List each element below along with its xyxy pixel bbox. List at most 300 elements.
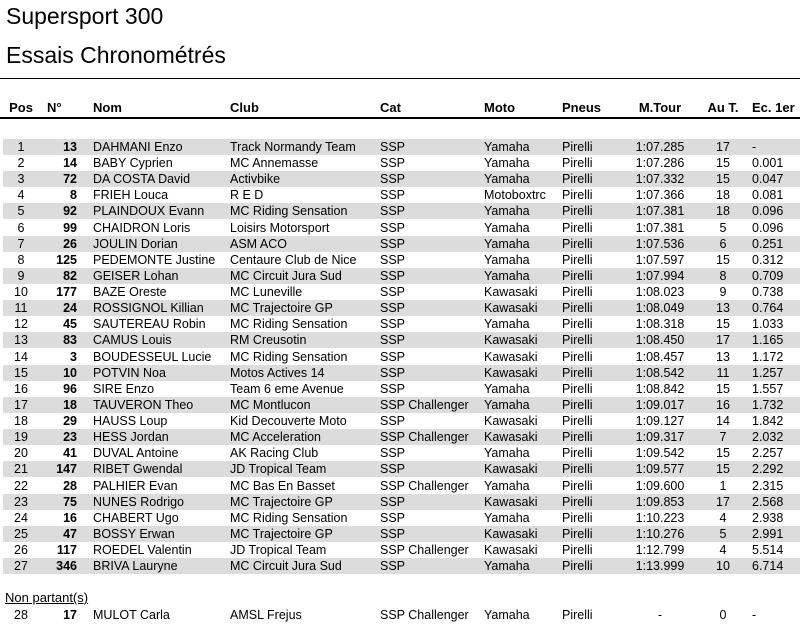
cell-pneus: Pirelli (562, 478, 593, 493)
cell-pos: 3 (17, 172, 25, 187)
cell-num: 83 (63, 333, 77, 348)
cell-laps: 15 (716, 381, 730, 396)
cell-pneus: Pirelli (562, 559, 593, 574)
cell-pos: 1 (17, 140, 25, 154)
cell-tour: - (657, 608, 663, 622)
cell-num: 75 (63, 494, 77, 509)
cell-gap: - (752, 608, 757, 622)
cell-tour: 1:08.049 (635, 301, 685, 316)
cell-laps: 16 (716, 397, 730, 412)
cell-cat: SSP (380, 220, 406, 235)
cell-club: JD Tropical Team (230, 543, 327, 557)
cell-nom: DA COSTA David (93, 172, 191, 187)
cell-cat: SSP (380, 301, 406, 316)
cell-cat: SSP (380, 252, 406, 267)
cell-pos: 6 (17, 220, 25, 235)
col-num: N° (47, 100, 62, 115)
cell-laps: 17 (716, 140, 730, 154)
cell-cat: SSP (380, 188, 406, 203)
table-row (3, 478, 800, 494)
cell-nom: HAUSS Loup (93, 414, 168, 429)
cell-tour: 1:08.457 (635, 349, 685, 364)
cell-laps: 18 (716, 204, 730, 219)
cell-gap: 0.764 (752, 301, 784, 316)
cell-club: MC Riding Sensation (230, 204, 348, 219)
cell-nom: MULOT Carla (93, 608, 170, 622)
cell-laps: 14 (716, 414, 730, 429)
cell-cat: SSP (380, 156, 406, 171)
cell-moto: Kawasaki (484, 543, 538, 557)
cell-laps: 17 (716, 494, 730, 509)
cell-cat: SSP (380, 526, 406, 541)
cell-pos: 14 (14, 349, 28, 364)
cell-club: MC Circuit Jura Sud (230, 559, 342, 574)
table-row (3, 171, 800, 187)
cell-club: MC Acceleration (230, 430, 322, 445)
cell-cat: SSP (380, 268, 406, 283)
cell-gap: 1.257 (752, 365, 784, 380)
cell-gap: 1.842 (752, 414, 784, 429)
table-row (3, 284, 800, 300)
table-row (3, 558, 800, 574)
cell-pos: 15 (14, 365, 28, 380)
cell-cat: SSP Challenger (380, 608, 469, 622)
cell-pneus: Pirelli (562, 462, 593, 477)
cell-pneus: Pirelli (562, 317, 593, 332)
cell-pos: 2 (17, 156, 25, 171)
cell-gap: 2.032 (752, 430, 784, 445)
cell-club: MC Luneville (230, 285, 303, 300)
cell-gap: 2.257 (752, 446, 784, 461)
cell-moto: Yamaha (484, 608, 530, 622)
cell-gap: 2.568 (752, 494, 784, 509)
cell-tour: 1:09.127 (635, 414, 685, 429)
cell-num: 10 (63, 365, 77, 380)
cell-num: 45 (63, 317, 77, 332)
cell-cat: SSP Challenger (380, 430, 469, 445)
cell-pos: 28 (14, 608, 28, 622)
cell-nom: RIBET Gwendal (93, 462, 183, 477)
cell-num: 177 (56, 285, 77, 300)
cell-tour: 1:12.799 (635, 543, 685, 557)
cell-tour: 1:08.542 (635, 365, 685, 380)
cell-moto: Kawasaki (484, 285, 538, 300)
cell-pneus: Pirelli (562, 381, 593, 396)
cell-club: RM Creusotin (230, 333, 307, 348)
cell-tour: 1:08.450 (635, 333, 685, 348)
cell-tour: 1:07.994 (635, 268, 685, 283)
col-club: Club (230, 100, 259, 115)
cell-pneus: Pirelli (562, 204, 593, 219)
cell-pos: 13 (14, 333, 28, 348)
cell-club: MC Annemasse (230, 156, 319, 171)
cell-pneus: Pirelli (562, 156, 593, 171)
cell-club: MC Bas En Basset (230, 478, 335, 493)
cell-club: Motos Actives 14 (230, 365, 325, 380)
cell-cat: SSP (380, 317, 406, 332)
cell-gap: 5.514 (752, 543, 784, 557)
table-row (3, 445, 800, 461)
cell-club: R E D (230, 188, 264, 203)
cell-nom: PEDEMONTE Justine (93, 252, 216, 267)
cell-laps: 4 (719, 510, 727, 525)
cell-pneus: Pirelli (562, 510, 593, 525)
table-row (3, 349, 800, 365)
cell-laps: 17 (716, 333, 730, 348)
cell-pos: 5 (17, 204, 25, 219)
cell-cat: SSP (380, 140, 406, 154)
table-row (3, 461, 800, 477)
cell-club: MC Riding Sensation (230, 510, 348, 525)
cell-pneus: Pirelli (562, 252, 593, 267)
col-moto: Moto (484, 100, 516, 115)
cell-num: 92 (63, 204, 77, 219)
cell-club: ASM ACO (230, 236, 287, 251)
cell-num: 41 (63, 446, 77, 461)
cell-gap: 6.714 (752, 559, 784, 574)
table-row (3, 429, 800, 445)
table-row (3, 203, 800, 219)
cell-gap: 0.096 (752, 220, 784, 235)
cell-cat: SSP (380, 494, 406, 509)
cell-gap: 0.738 (752, 285, 784, 300)
cell-nom: CHAIDRON Loris (93, 220, 191, 235)
cell-laps: 15 (716, 462, 730, 477)
cell-moto: Kawasaki (484, 365, 538, 380)
cell-club: MC Riding Sensation (230, 317, 348, 332)
cell-nom: PLAINDOUX Evann (93, 204, 205, 219)
cell-gap: 0.047 (752, 172, 784, 187)
cell-cat: SSP Challenger (380, 478, 469, 493)
cell-club: MC Montlucon (230, 397, 311, 412)
cell-laps: 5 (719, 220, 727, 235)
cell-tour: 1:09.317 (635, 430, 685, 445)
cell-num: 3 (70, 349, 77, 364)
cell-tour: 1:09.542 (635, 446, 685, 461)
cell-moto: Yamaha (484, 156, 530, 171)
cell-tour: 1:10.223 (635, 510, 685, 525)
table-row (3, 187, 800, 203)
cell-tour: 1:07.366 (635, 188, 685, 203)
cell-tour: 1:09.577 (635, 462, 685, 477)
cell-club: MC Riding Sensation (230, 349, 348, 364)
cell-laps: 1 (719, 478, 727, 493)
col-pos: Pos (9, 100, 33, 115)
cell-pneus: Pirelli (562, 526, 593, 541)
cell-moto: Yamaha (484, 252, 530, 267)
cell-laps: 8 (719, 268, 727, 283)
cell-moto: Yamaha (484, 268, 530, 283)
cell-tour: 1:09.853 (635, 494, 685, 509)
cell-pos: 7 (17, 236, 25, 251)
table-row (3, 607, 800, 623)
cell-tour: 1:10.276 (635, 526, 685, 541)
cell-pneus: Pirelli (562, 301, 593, 316)
cell-moto: Kawasaki (484, 430, 538, 445)
cell-laps: 6 (719, 236, 727, 251)
cell-club: MC Trajectoire GP (230, 494, 333, 509)
cell-pos: 25 (14, 526, 28, 541)
cell-num: 29 (63, 414, 77, 429)
cell-gap: 1.172 (752, 349, 784, 364)
cell-nom: POTVIN Noa (93, 365, 166, 380)
cell-pos: 8 (17, 252, 25, 267)
cell-laps: 0 (719, 608, 727, 622)
cell-pneus: Pirelli (562, 608, 593, 622)
cell-num: 8 (70, 188, 77, 203)
cell-laps: 9 (719, 285, 727, 300)
title-divider (0, 78, 800, 79)
cell-cat: SSP (380, 204, 406, 219)
cell-gap: 1.033 (752, 317, 784, 332)
cell-cat: SSP (380, 349, 406, 364)
cell-nom: ROEDEL Valentin (93, 543, 192, 557)
cell-pneus: Pirelli (562, 397, 593, 412)
cell-num: 99 (63, 220, 77, 235)
cell-num: 14 (63, 156, 77, 171)
cell-pneus: Pirelli (562, 285, 593, 300)
col-cat: Cat (380, 100, 401, 115)
cell-cat: SSP (380, 333, 406, 348)
cell-nom: NUNES Rodrigo (93, 494, 185, 509)
cell-pos: 9 (17, 268, 25, 283)
cell-pos: 21 (14, 462, 28, 477)
cell-pos: 16 (14, 381, 28, 396)
cell-num: 125 (56, 252, 77, 267)
cell-gap: 1.557 (752, 381, 784, 396)
cell-laps: 10 (716, 559, 730, 574)
cell-pos: 22 (14, 478, 28, 493)
cell-pneus: Pirelli (562, 188, 593, 203)
cell-pos: 26 (14, 543, 28, 557)
cell-club: MC Circuit Jura Sud (230, 268, 342, 283)
cell-tour: 1:07.285 (635, 140, 685, 154)
cell-gap: 0.096 (752, 204, 784, 219)
cell-moto: Yamaha (484, 172, 530, 187)
cell-gap: 0.312 (752, 252, 784, 267)
cell-pos: 4 (17, 188, 25, 203)
cell-gap: 2.938 (752, 510, 784, 525)
cell-tour: 1:08.023 (635, 285, 685, 300)
cell-cat: SSP (380, 236, 406, 251)
cell-moto: Kawasaki (484, 462, 538, 477)
cell-tour: 1:09.017 (635, 397, 685, 412)
cell-cat: SSP (380, 446, 406, 461)
cell-num: 13 (63, 140, 77, 154)
table-header (0, 100, 800, 116)
cell-tour: 1:08.842 (635, 381, 685, 396)
cell-pos: 19 (14, 430, 28, 445)
cell-gap: 2.991 (752, 526, 784, 541)
cell-nom: GEISER Lohan (93, 268, 179, 283)
cell-laps: 7 (719, 430, 727, 445)
cell-pneus: Pirelli (562, 140, 593, 154)
cell-laps: 13 (716, 301, 730, 316)
cell-nom: PALHIER Evan (93, 478, 178, 493)
cell-moto: Kawasaki (484, 494, 538, 509)
table-row (3, 381, 800, 397)
table-row (3, 542, 800, 558)
cell-pneus: Pirelli (562, 430, 593, 445)
cell-nom: BOUDESSEUL Lucie (93, 349, 212, 364)
cell-num: 346 (56, 559, 77, 574)
cell-laps: 15 (716, 446, 730, 461)
table-row (3, 316, 800, 332)
cell-pneus: Pirelli (562, 543, 593, 557)
table-row (3, 139, 800, 155)
cell-pos: 24 (14, 510, 28, 525)
cell-tour: 1:07.286 (635, 156, 685, 171)
cell-club: JD Tropical Team (230, 462, 327, 477)
cell-club: Loisirs Motorsport (230, 220, 330, 235)
cell-pos: 17 (14, 397, 28, 412)
cell-laps: 5 (719, 526, 727, 541)
table-row (3, 332, 800, 348)
cell-pneus: Pirelli (562, 268, 593, 283)
table-row (3, 397, 800, 413)
cell-moto: Kawasaki (484, 301, 538, 316)
cell-tour: 1:07.536 (635, 236, 685, 251)
cell-num: 147 (56, 462, 77, 477)
cell-gap: - (752, 140, 757, 154)
cell-club: AMSL Frejus (230, 608, 302, 622)
cell-moto: Motoboxtrc (484, 188, 546, 203)
cell-moto: Yamaha (484, 510, 530, 525)
cell-tour: 1:07.332 (635, 172, 685, 187)
cell-pos: 20 (14, 446, 28, 461)
cell-pos: 11 (14, 301, 28, 316)
cell-tour: 1:07.597 (635, 252, 685, 267)
cell-cat: SSP Challenger (380, 397, 469, 412)
cell-cat: SSP (380, 172, 406, 187)
cell-pneus: Pirelli (562, 365, 593, 380)
cell-cat: SSP (380, 381, 406, 396)
cell-moto: Yamaha (484, 317, 530, 332)
cell-laps: 15 (716, 317, 730, 332)
page-title: Supersport 300 (6, 3, 164, 29)
cell-nom: SAUTEREAU Robin (93, 317, 206, 332)
cell-nom: DAHMANI Enzo (93, 140, 183, 154)
cell-num: 28 (63, 478, 77, 493)
cell-gap: 2.315 (752, 478, 784, 493)
cell-cat: SSP (380, 462, 406, 477)
cell-num: 117 (56, 543, 77, 557)
cell-gap: 1.165 (752, 333, 784, 348)
table-row (3, 252, 800, 268)
cell-num: 26 (63, 236, 77, 251)
cell-moto: Yamaha (484, 381, 530, 396)
cell-moto: Yamaha (484, 204, 530, 219)
cell-gap: 0.081 (752, 188, 784, 203)
cell-cat: SSP Challenger (380, 543, 469, 557)
non-partants-heading: Non partant(s) (5, 590, 89, 605)
cell-laps: 4 (719, 543, 727, 557)
cell-gap: 1.732 (752, 397, 784, 412)
cell-club: AK Racing Club (230, 446, 319, 461)
cell-cat: SSP (380, 414, 406, 429)
cell-nom: BRIVA Lauryne (93, 559, 178, 574)
cell-laps: 15 (716, 252, 730, 267)
cell-cat: SSP (380, 365, 406, 380)
cell-cat: SSP (380, 285, 406, 300)
col-gap: Ec. 1er (752, 100, 795, 115)
table-row (3, 510, 800, 526)
cell-pneus: Pirelli (562, 349, 593, 364)
page-subtitle: Essais Chronométrés (6, 42, 226, 68)
cell-gap: 2.292 (752, 462, 784, 477)
cell-laps: 15 (716, 172, 730, 187)
table-row (3, 155, 800, 171)
cell-laps: 13 (716, 349, 730, 364)
cell-moto: Yamaha (484, 397, 530, 412)
cell-laps: 15 (716, 156, 730, 171)
header-divider (0, 117, 800, 119)
cell-laps: 11 (716, 365, 730, 380)
cell-pneus: Pirelli (562, 494, 593, 509)
cell-num: 16 (63, 510, 77, 525)
cell-gap: 0.001 (752, 156, 784, 171)
cell-cat: SSP (380, 559, 406, 574)
table-row (3, 526, 800, 542)
cell-moto: Yamaha (484, 140, 530, 154)
cell-pneus: Pirelli (562, 172, 593, 187)
cell-tour: 1:08.318 (635, 317, 685, 332)
cell-nom: CHABERT Ugo (93, 510, 179, 525)
table-row (3, 220, 800, 236)
cell-num: 17 (63, 608, 77, 622)
cell-pneus: Pirelli (562, 333, 593, 348)
cell-num: 23 (63, 430, 77, 445)
cell-nom: SIRE Enzo (93, 381, 155, 396)
col-pneus: Pneus (562, 100, 602, 115)
cell-moto: Yamaha (484, 559, 530, 574)
cell-num: 47 (63, 526, 77, 541)
cell-tour: 1:09.600 (635, 478, 685, 493)
cell-pos: 18 (14, 414, 28, 429)
cell-pneus: Pirelli (562, 414, 593, 429)
cell-nom: JOULIN Dorian (93, 236, 178, 251)
cell-cat: SSP (380, 510, 406, 525)
cell-num: 72 (63, 172, 77, 187)
cell-club: Kid Decouverte Moto (230, 414, 347, 429)
cell-gap: 0.709 (752, 268, 784, 283)
cell-pos: 12 (14, 317, 28, 332)
cell-nom: BOSSY Erwan (93, 526, 175, 541)
cell-moto: Kawasaki (484, 333, 538, 348)
cell-num: 82 (63, 268, 77, 283)
cell-tour: 1:13.999 (635, 559, 685, 574)
cell-nom: HESS Jordan (93, 430, 169, 445)
table-row (3, 365, 800, 381)
table-row (3, 300, 800, 316)
cell-moto: Yamaha (484, 220, 530, 235)
cell-gap: 0.251 (752, 236, 784, 251)
cell-pneus: Pirelli (562, 220, 593, 235)
cell-club: Activbike (230, 172, 281, 187)
cell-pos: 23 (14, 494, 28, 509)
cell-moto: Yamaha (484, 236, 530, 251)
table-row (3, 494, 800, 510)
col-best-lap: M.Tour (638, 100, 682, 115)
cell-pos: 10 (14, 285, 28, 300)
cell-moto: Yamaha (484, 478, 530, 493)
col-nom: Nom (93, 100, 122, 115)
cell-nom: BABY Cyprien (93, 156, 173, 171)
cell-club: MC Trajectoire GP (230, 301, 333, 316)
table-row (3, 268, 800, 284)
cell-moto: Kawasaki (484, 526, 538, 541)
cell-nom: DUVAL Antoine (93, 446, 179, 461)
